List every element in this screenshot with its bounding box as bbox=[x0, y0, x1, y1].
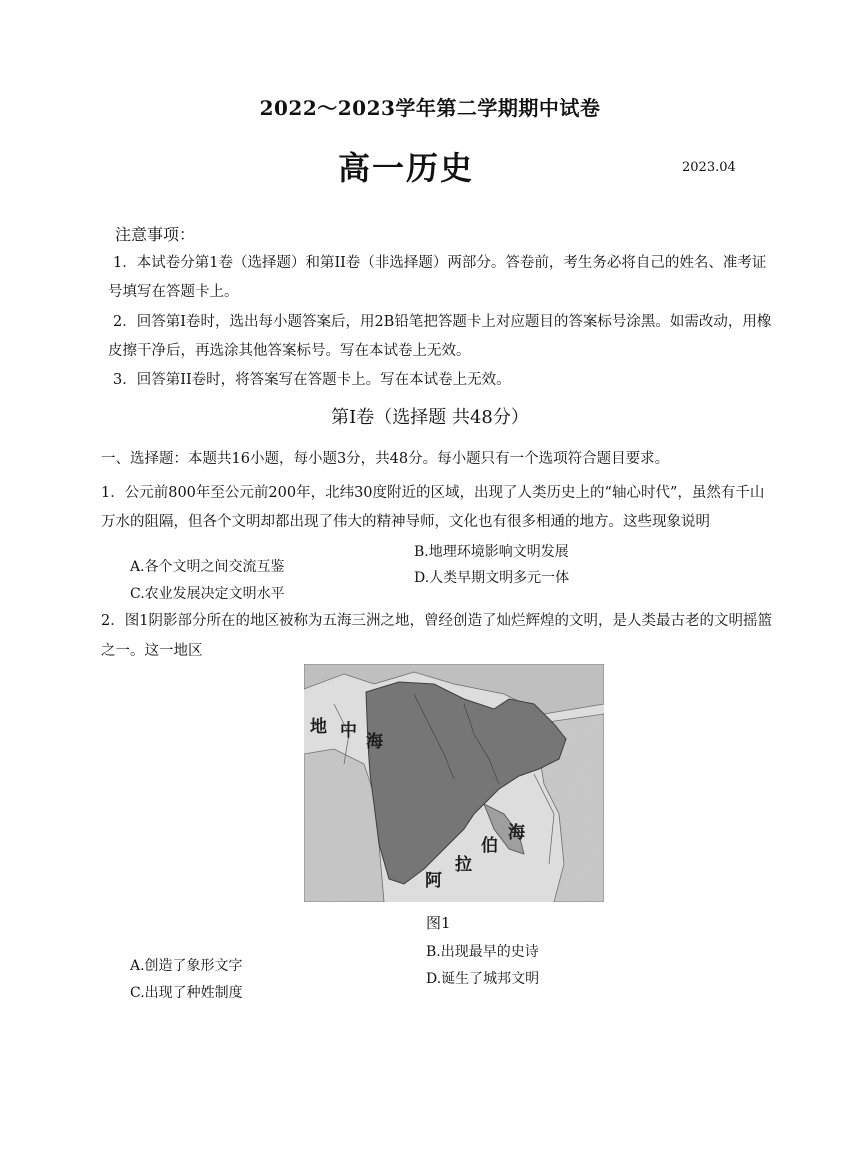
q1-stem-line-1: 1．公元前800年至公元前200年，北纬30度附近的区域，出现了人类历史上的“轴心时代”，虽然有千山 bbox=[101, 485, 765, 501]
figure-1-map bbox=[304, 664, 604, 902]
map-label-a: 阿 bbox=[425, 871, 442, 891]
notice-item-3: 3．回答第II卷时，将答案写在答题卡上。写在本试卷上无效。 bbox=[113, 372, 511, 388]
q2-stem-line-1: 2．图1阴影部分所在的地区被称为五海三洲之地，曾经创造了灿烂辉煌的文明，是人类最古老的文明摇篮 bbox=[101, 613, 772, 629]
notice-heading: 注意事项： bbox=[115, 225, 196, 244]
map-label-la: 拉 bbox=[455, 855, 472, 875]
q1-option-d: D.人类早期文明多元一体 bbox=[414, 570, 570, 586]
exam-title: 2022～2023学年第二学期期中试卷 bbox=[259, 96, 601, 120]
section-1-title: 第I卷（选择题 共48分） bbox=[331, 407, 529, 428]
map-label-zhong: 中 bbox=[340, 721, 357, 741]
q1-option-a: A.各个文明之间交流互鉴 bbox=[130, 559, 285, 575]
q1-option-b: B.地理环境影响文明发展 bbox=[414, 544, 569, 560]
exam-date: 2023.04 bbox=[682, 160, 736, 175]
notice-item-2-line-2: 皮擦干净后，再选涂其他答案标号。写在本试卷上无效。 bbox=[108, 343, 471, 359]
q2-option-d: D.诞生了城邦文明 bbox=[426, 971, 540, 987]
q2-stem-line-2: 之一。这一地区 bbox=[101, 643, 203, 659]
q2-option-b: B.出现最早的史诗 bbox=[426, 944, 539, 960]
map-label-hai-2: 海 bbox=[508, 823, 525, 843]
subject-title: 高一历史 bbox=[338, 149, 475, 187]
map-label-hai-1: 海 bbox=[366, 732, 383, 752]
map-label-bo: 伯 bbox=[481, 836, 498, 856]
q1-stem-line-2: 万水的阻隔，但各个文明却都出现了伟大的精神导师，文化也有很多相通的地方。这些现象说明 bbox=[101, 514, 710, 530]
q1-option-c: C.农业发展决定文明水平 bbox=[130, 586, 285, 602]
figure-1-caption: 图1 bbox=[426, 914, 451, 932]
map-label-di: 地 bbox=[310, 717, 327, 737]
notice-item-1-line-1: 1．本试卷分第1卷（选择题）和第II卷（非选择题）两部分。答卷前，考生务必将自己的姓名、准考证 bbox=[113, 255, 767, 271]
map-texture bbox=[304, 664, 604, 902]
q2-option-c: C.出现了种姓制度 bbox=[130, 985, 243, 1001]
notice-item-1-line-2: 号填写在答题卡上。 bbox=[108, 284, 239, 300]
section-1-intro: 一、选择题：本题共16小题，每小题3分，共48分。每小题只有一个选项符合题目要求。 bbox=[101, 451, 670, 467]
q2-option-a: A.创造了象形文字 bbox=[130, 958, 243, 974]
notice-item-2-line-1: 2．回答第I卷时，选出每小题答案后，用2B铅笔把答题卡上对应题目的答案标号涂黑。如需改动，用橡 bbox=[113, 314, 772, 330]
